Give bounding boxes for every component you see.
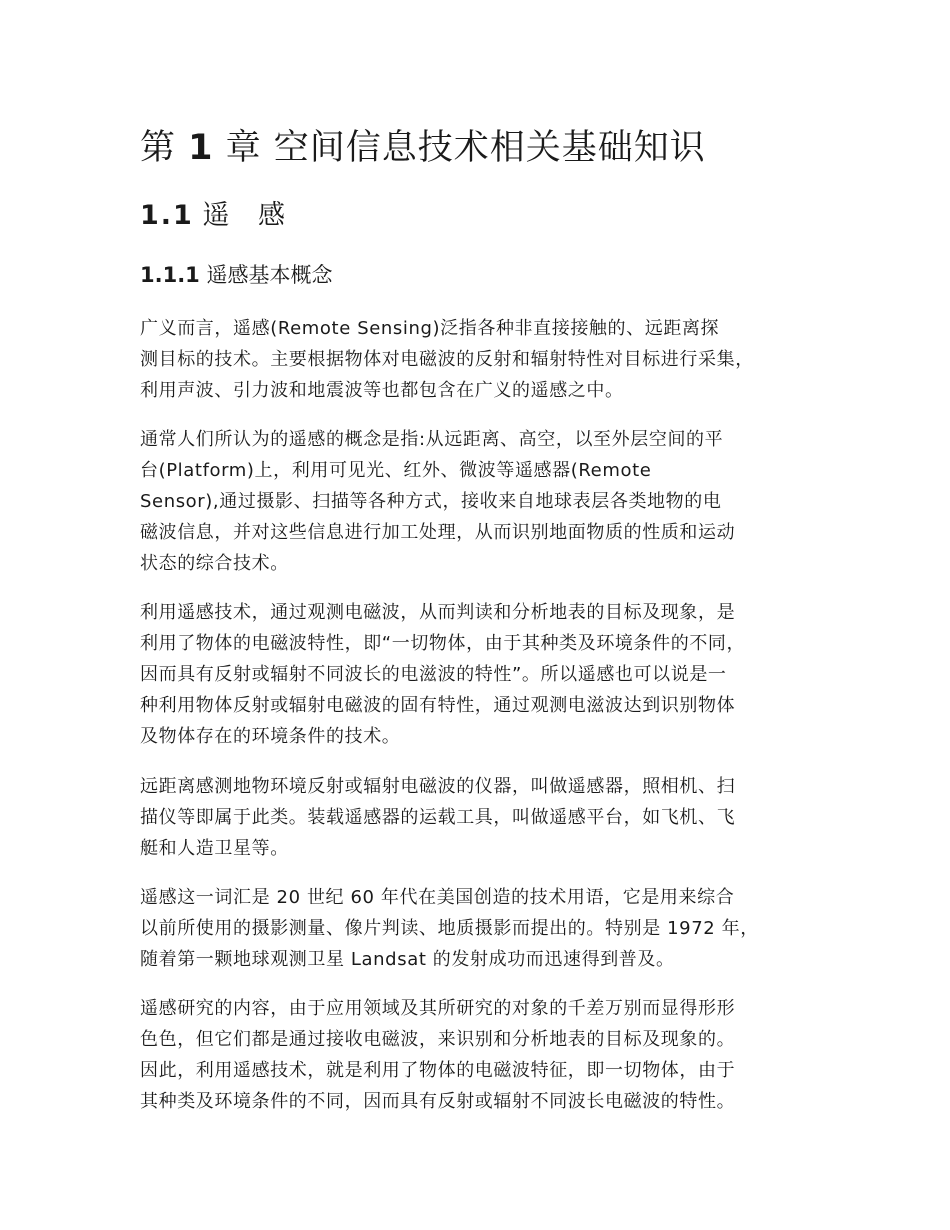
paragraph-6 xyxy=(140,993,830,1117)
text-line: 广义而言，遥感(Remote Sensing)泛指各种非直接接触的、远距离探 xyxy=(140,318,720,339)
text-line: 利用了物体的电磁波特性，即“一切物体，由于其种类及环境条件的不同， xyxy=(140,633,746,654)
text-line: 状态的综合技术。 xyxy=(140,553,289,574)
text-line: Sensor),通过摄影、扫描等各种方式，接收来自地球表层各类地物的电 xyxy=(140,491,722,512)
text-line: 色色，但它们都是通过接收电磁波，来识别和分析地表的目标及现象的。 xyxy=(140,1029,736,1050)
text-line: 种利用物体反射或辐射电磁波的固有特性，通过观测电滋波达到识别物体 xyxy=(140,695,736,716)
text-line: 台(Platform)上，利用可见光、红外、微波等遥感器(Remote xyxy=(140,460,652,481)
text-line: 遥感研究的内容，由于应用领域及其所研究的对象的千差万别而显得形形 xyxy=(140,998,736,1019)
subsection-name: 遥感基本概念 xyxy=(206,263,333,287)
paragraph-5 xyxy=(140,882,830,975)
text-line: 艇和人造卫星等。 xyxy=(140,838,289,859)
subsection-number: 1.1.1 xyxy=(140,263,200,287)
paragraph-3 xyxy=(140,597,830,752)
section-number: 1.1 xyxy=(140,200,194,231)
text-line: 及物体存在的环境条件的技术。 xyxy=(140,726,401,747)
chapter-number: 1 xyxy=(188,128,214,168)
text-line: 远距离感测地物环境反射或辐射电磁波的仪器，叫做遥感器，照相机、扫 xyxy=(140,776,736,797)
text-line: 随着第一颗地球观测卫星 Landsat 的发射成功而迅速得到普及。 xyxy=(140,949,675,970)
section-name: 遥 感 xyxy=(202,200,296,231)
document-page xyxy=(140,0,830,1230)
text-line: 通常人们所认为的遥感的概念是指:从远距离、高空，以至外层空间的平 xyxy=(140,429,724,450)
paragraph-4 xyxy=(140,771,830,864)
chapter-prefix: 第 xyxy=(140,128,177,168)
text-line: 遥感这一词汇是 20 世纪 60 年代在美国创造的技术用语，它是用来综合 xyxy=(140,887,735,908)
section-title xyxy=(140,196,295,236)
text-line: 以前所使用的摄影测量、像片判读、地质摄影而提出的。特别是 1972 年， xyxy=(140,918,759,939)
paragraph-1 xyxy=(140,313,830,406)
text-line: 磁波信息，并对这些信息进行加工处理，从而识别地面物质的性质和运动 xyxy=(140,522,736,543)
text-line: 其种类及环境条件的不同，因而具有反射或辐射不同波长电磁波的特性。 xyxy=(140,1091,736,1112)
text-line: 利用声波、引力波和地震波等也都包含在广义的遥感之中。 xyxy=(140,380,624,401)
chapter-name: 章 空间信息技术相关基础知识 xyxy=(225,128,706,168)
paragraph-2 xyxy=(140,424,830,579)
text-line: 因此，利用遥感技术，就是利用了物体的电磁波特征，即一切物体，由于 xyxy=(140,1060,736,1081)
subsection-title xyxy=(140,258,332,292)
text-line: 描仪等即属于此类。装载遥感器的运载工具，叫做遥感平台，如飞机、飞 xyxy=(140,807,736,828)
text-line: 因而具有反射或辐射不同波长的电滋波的特性”。所以遥感也可以说是一 xyxy=(140,664,727,685)
text-line: 测目标的技术。主要根据物体对电磁波的反射和辐射特性对目标进行采集， xyxy=(140,349,754,370)
chapter-title xyxy=(140,124,706,172)
text-line: 利用遥感技术，通过观测电磁波，从而判读和分析地表的目标及现象，是 xyxy=(140,602,736,623)
